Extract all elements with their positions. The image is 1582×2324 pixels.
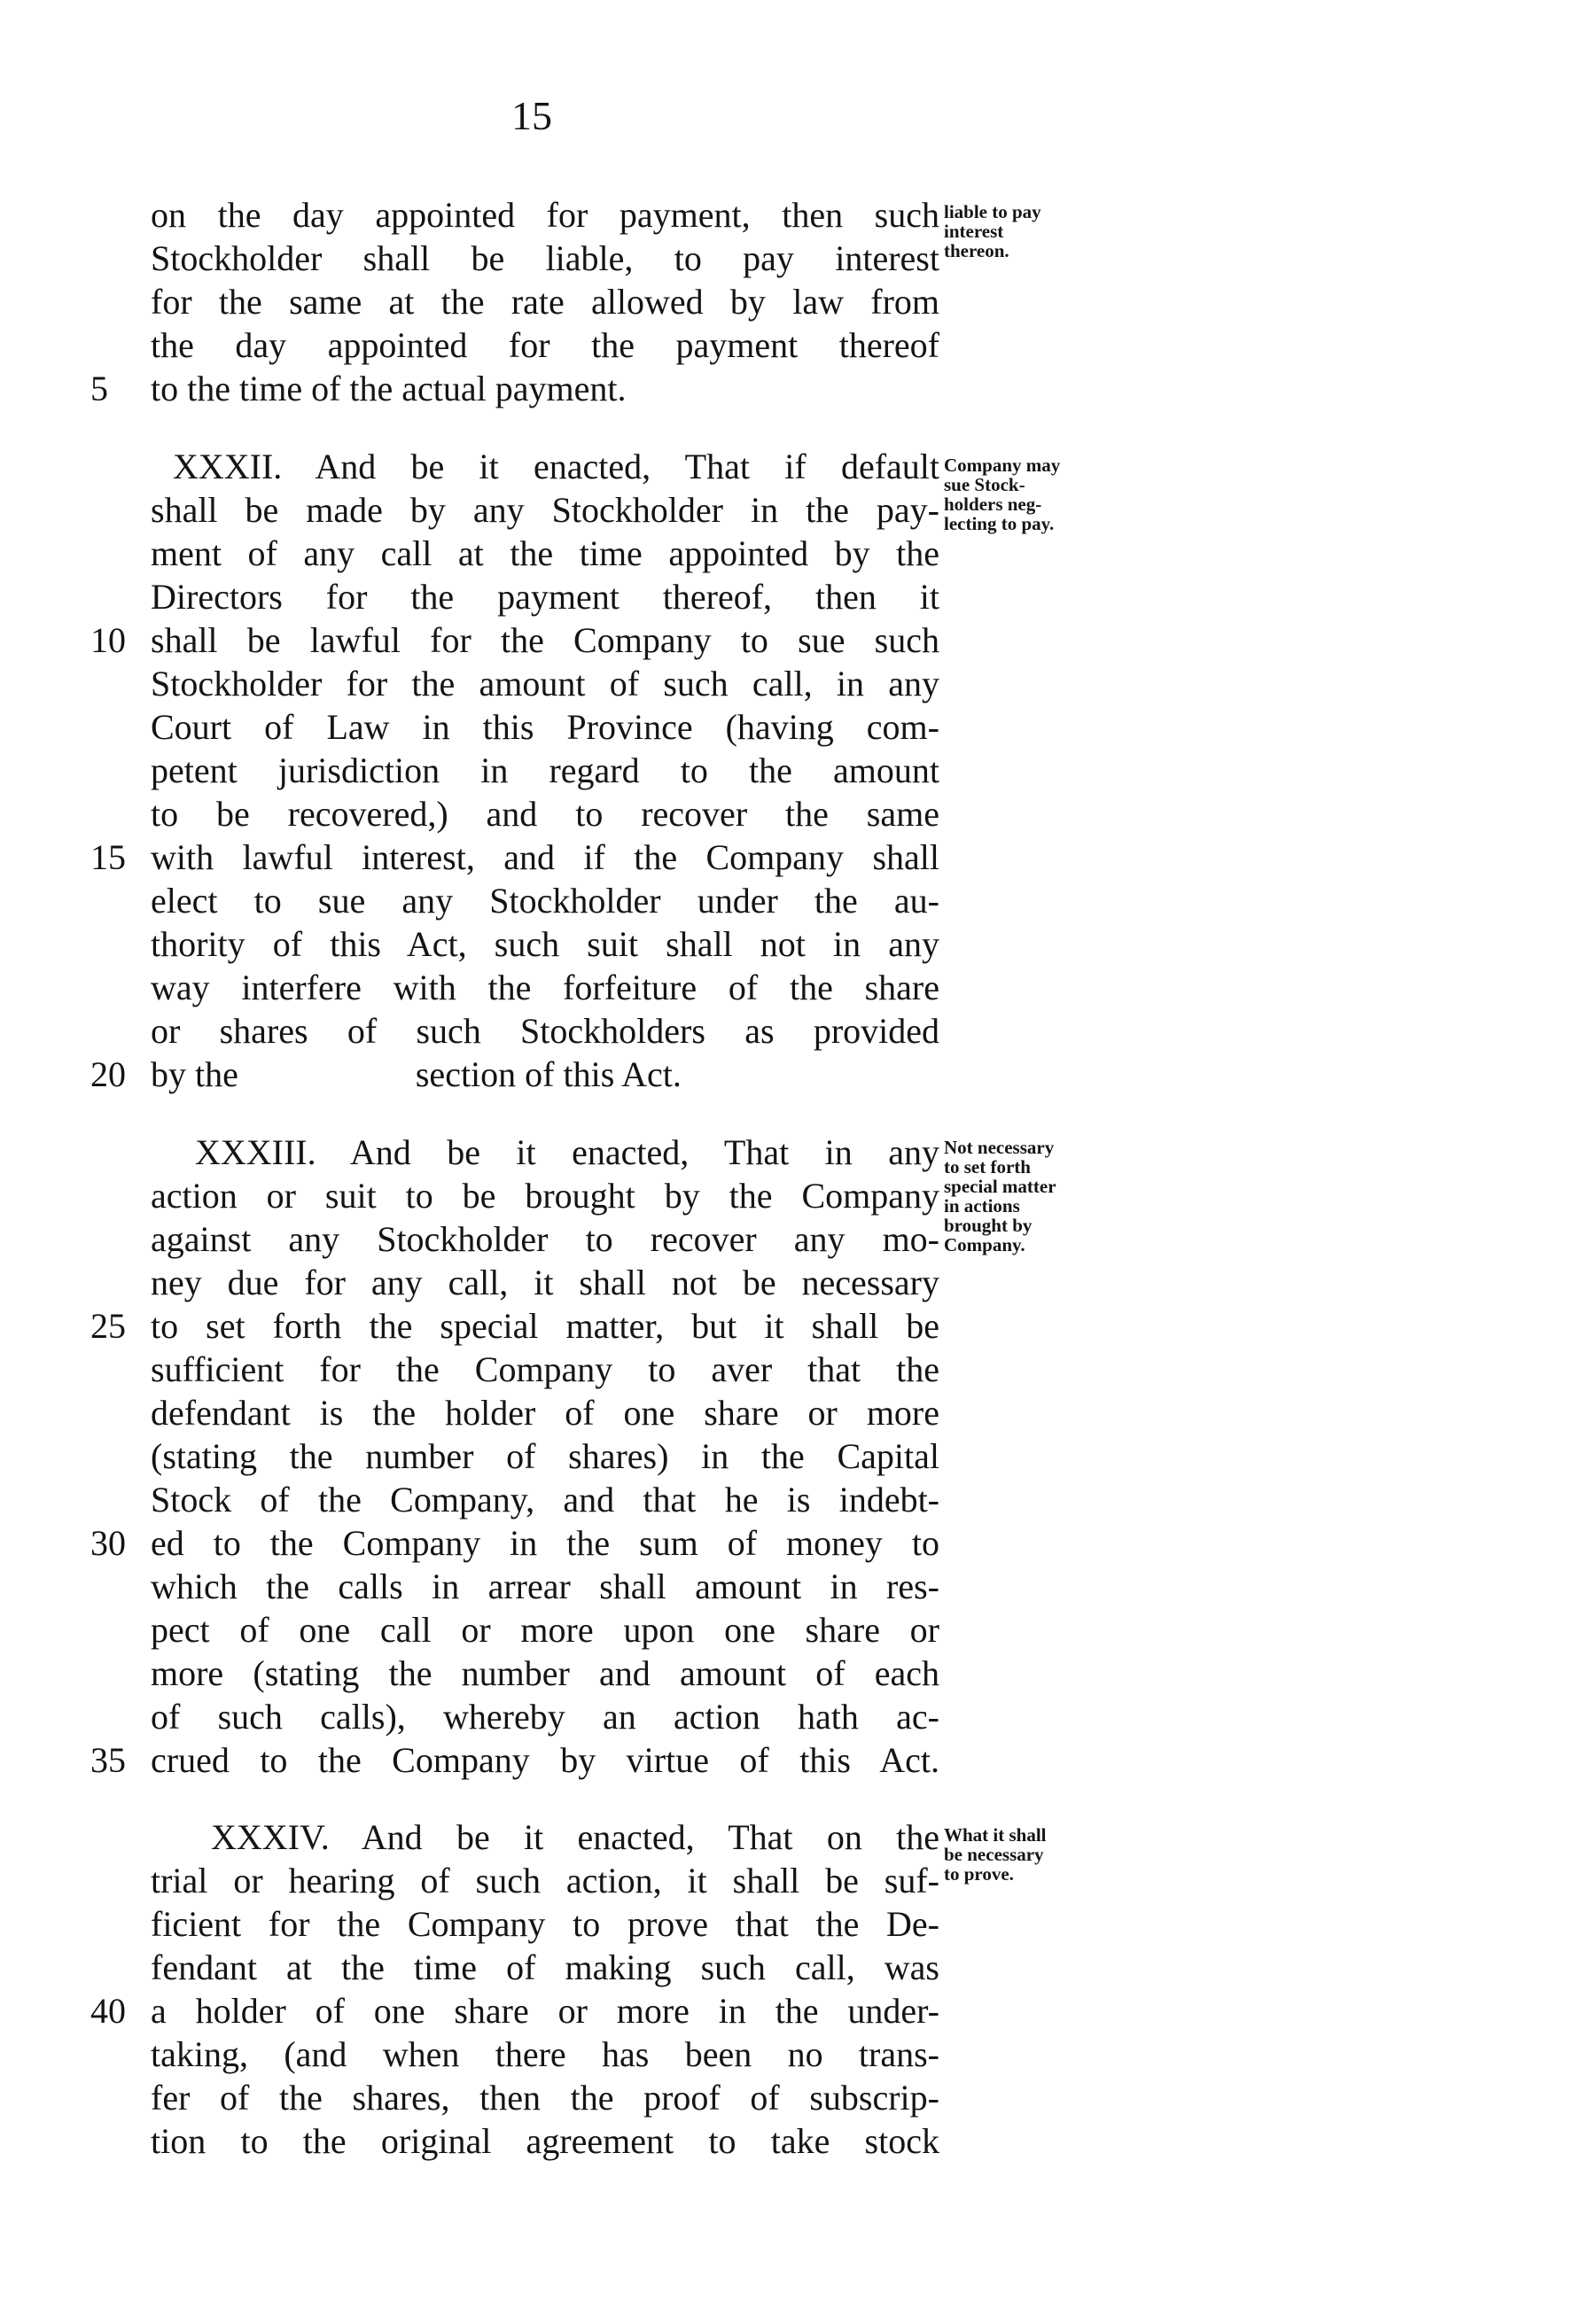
text-line: thority of this Act, such suit shall not in any [151, 924, 939, 964]
text-line: crued to the Company by virtue of this Act. [151, 1740, 939, 1780]
text-line: defendant is the holder of one share or more [151, 1393, 939, 1433]
text-line: Court of Law in this Province (having com- [151, 707, 939, 747]
text-line: on the day appointed for payment, then such [151, 195, 939, 235]
line-number: 20 [90, 1054, 126, 1094]
sidenote-line: special matter [944, 1176, 1056, 1197]
sidenote-line: liable to pay [944, 201, 1041, 222]
text-line: Stock of the Company, and that he is indebt- [151, 1480, 939, 1520]
sidenote-line: holders neg- [944, 494, 1042, 515]
sidenote-company-may-sue [944, 455, 1139, 533]
line-number: 15 [90, 837, 126, 877]
text-line: fer of the shares, then the proof of subscrip- [151, 2078, 939, 2118]
text-line: elect to sue any Stockholder under the au- [151, 881, 939, 921]
text-line: way interfere with the forfeiture of the share [151, 968, 939, 1007]
text-line: (stating the number of shares) in the Capital [151, 1436, 939, 1476]
sidenote-line: brought by [944, 1215, 1033, 1236]
sidenote-line: to set forth [944, 1156, 1031, 1178]
text-line: Stockholder for the amount of such call, in any [151, 664, 939, 703]
text-line: tion to the original agreement to take stock [151, 2121, 939, 2161]
section-heading-line: XXXIV. And be it enacted, That on the [211, 1817, 939, 1857]
text-line: trial or hearing of such action, it shall be suf- [151, 1861, 939, 1900]
text-line: ficient for the Company to prove that the De- [151, 1904, 939, 1944]
sidenote-line: Company may [944, 455, 1061, 476]
section-heading-line: XXXIII. And be it enacted, That in any [195, 1132, 939, 1172]
text-line: fendant at the time of making such call, was [151, 1947, 939, 1987]
text-line: taking, (and when there has been no trans- [151, 2034, 939, 2074]
line-number: 35 [90, 1740, 126, 1780]
sidenote-liable-interest [944, 202, 1139, 260]
text-line: of such calls), whereby an action hath ac- [151, 1697, 939, 1737]
text-line: or shares of such Stockholders as provided [151, 1011, 939, 1051]
sidenote-line: thereon. [944, 240, 1009, 261]
line-number: 10 [90, 620, 126, 660]
sidenote-line: lecting to pay. [944, 513, 1055, 534]
sidenote-line: to prove. [944, 1863, 1014, 1885]
text-line: shall be made by any Stockholder in the pay- [151, 490, 939, 530]
text-line: to be recovered,) and to recover the same [151, 794, 939, 834]
text-line: the day appointed for the payment thereof [151, 325, 939, 365]
text-line: with lawful interest, and if the Company shall [151, 837, 939, 877]
text-line: ney due for any call, it shall not be necessary [151, 1263, 939, 1302]
sidenote-line: sue Stock- [944, 474, 1025, 495]
text-line: Directors for the payment thereof, then it [151, 577, 939, 617]
sidenote-not-necessary [944, 1138, 1139, 1255]
line-number: 30 [90, 1523, 126, 1563]
sidenote-what-to-prove [944, 1825, 1139, 1884]
sidenote-line: in actions [944, 1195, 1020, 1216]
text-line: more (stating the number and amount of each [151, 1653, 939, 1693]
sidenote-line: interest [944, 221, 1004, 242]
text-line: Stockholder shall be liable, to pay interest [151, 238, 939, 278]
text-line: action or suit to be brought by the Company [151, 1176, 939, 1216]
text-line: by the section of this Act. [151, 1054, 682, 1094]
text-line: sufficient for the Company to aver that the [151, 1349, 939, 1389]
text-line: which the calls in arrear shall amount in res- [151, 1566, 939, 1606]
text-line: for the same at the rate allowed by law from [151, 282, 939, 322]
text-line: petent jurisdiction in regard to the amount [151, 750, 939, 790]
line-number: 25 [90, 1306, 126, 1346]
page-number: 15 [511, 93, 552, 138]
text-line: to the time of the actual payment. [151, 369, 627, 408]
text-line: a holder of one share or more in the under- [151, 1991, 939, 2031]
sidenote-line: Company. [944, 1234, 1025, 1255]
text-line: shall be lawful for the Company to sue such [151, 620, 939, 660]
text-line: to set forth the special matter, but it shall be [151, 1306, 939, 1346]
text-line: against any Stockholder to recover any mo- [151, 1219, 939, 1259]
line-number: 5 [90, 369, 108, 408]
section-heading-line: XXXII. And be it enacted, That if default [173, 447, 939, 486]
line-number: 40 [90, 1991, 126, 2031]
sidenote-line: be necessary [944, 1844, 1044, 1865]
sidenote-line: What it shall [944, 1824, 1047, 1846]
text-line: pect of one call or more upon one share or [151, 1610, 939, 1650]
sidenote-line: Not necessary [944, 1137, 1055, 1158]
text-line: ed to the Company in the sum of money to [151, 1523, 939, 1563]
text-line: ment of any call at the time appointed by the [151, 533, 939, 573]
